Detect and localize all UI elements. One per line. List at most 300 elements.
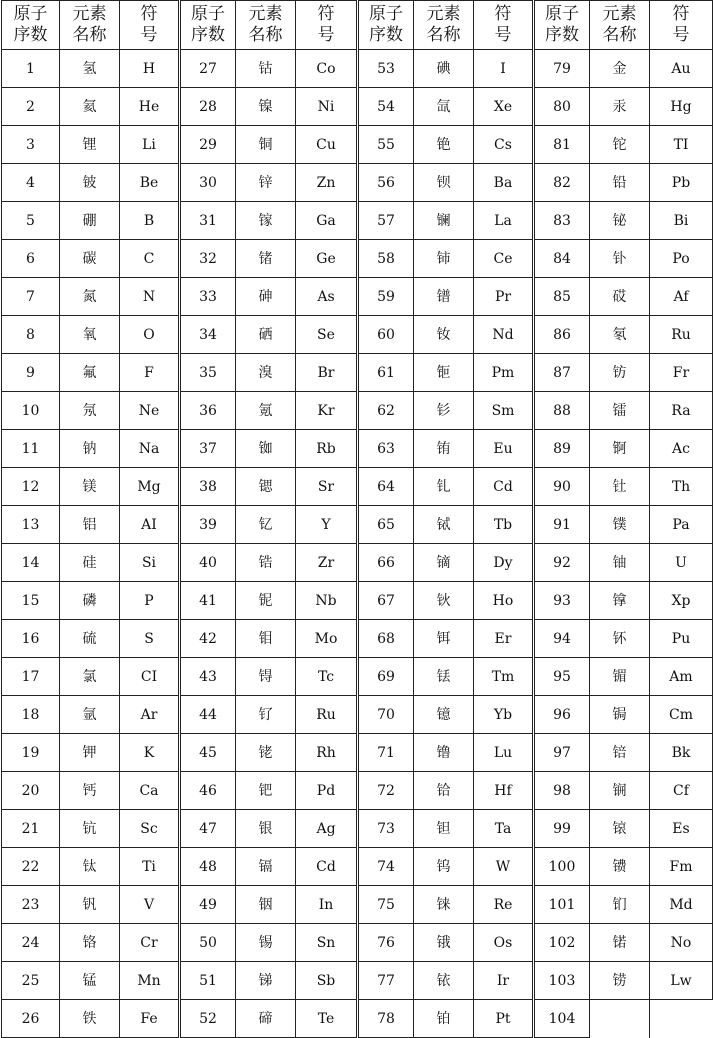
header-text-line: 序数 [369,25,403,45]
element-symbol-cell: Li [120,126,180,164]
element-symbol-cell: Tb [474,506,534,544]
element-name-cell: 镱 [414,696,474,734]
table-row [2,126,713,164]
table-row [2,544,713,582]
element-symbol-cell: Xe [474,88,534,126]
element-symbol-cell: Ba [474,164,534,202]
header-text-line: 号 [317,25,335,45]
header-text-line: 名称 [72,25,107,45]
element-number-cell: 44 [180,696,236,734]
element-symbol-cell: K [120,734,180,772]
element-number-cell: 42 [180,620,236,658]
element-name-cell: 砷 [236,278,296,316]
element-number-cell: 49 [180,886,236,924]
element-symbol-cell: Tc [296,658,358,696]
element-name-cell: 锆 [236,544,296,582]
table-row [2,50,713,88]
element-symbol-cell: U [650,544,713,582]
element-number-cell: 11 [2,430,60,468]
header-text-line: 元素 [72,4,107,24]
element-name-cell: 钽 [414,810,474,848]
element-name-cell: 铯 [414,126,474,164]
element-name-cell: 氧 [60,316,120,354]
element-symbol-cell: Ag [296,810,358,848]
element-number-cell: 20 [2,772,60,810]
element-name-cell: 铀 [590,544,650,582]
element-name-cell: 钙 [60,772,120,810]
element-name-cell: 铋 [590,202,650,240]
element-number-cell: 1 [2,50,60,88]
element-number-cell: 46 [180,772,236,810]
element-number-cell: 8 [2,316,60,354]
element-name-cell: 钌 [236,696,296,734]
table-row [2,506,713,544]
element-symbol-cell: V [120,886,180,924]
element-name-cell: 镄 [590,848,650,886]
element-symbol-cell: Ta [474,810,534,848]
element-number-cell: 14 [2,544,60,582]
element-number-cell: 77 [358,962,414,1000]
element-name-cell: 溴 [236,354,296,392]
element-symbol-cell: Ar [120,696,180,734]
element-name-cell: 钔 [590,886,650,924]
element-symbol-cell: Pu [650,620,713,658]
element-number-cell: 19 [2,734,60,772]
header-symbol [474,1,534,50]
element-symbol-cell: Po [650,240,713,278]
element-symbol-cell: As [296,278,358,316]
element-symbol-cell: Ge [296,240,358,278]
element-name-cell: 铼 [414,886,474,924]
element-name-cell: 硅 [60,544,120,582]
element-name-cell: 钒 [60,886,120,924]
element-name-cell: 钋 [590,240,650,278]
element-name-cell: 镍 [236,88,296,126]
element-number-cell: 104 [534,1000,590,1038]
element-name-cell: 钾 [60,734,120,772]
element-symbol-cell: Hg [650,88,713,126]
element-table [1,0,713,1038]
element-symbol-cell: S [120,620,180,658]
element-symbol-cell: Rb [296,430,358,468]
element-symbol-cell: Fr [650,354,713,392]
header-atomic-number [2,1,60,50]
element-symbol-cell: Ti [120,848,180,886]
element-name-cell: 钆 [414,468,474,506]
element-symbol-cell: Nd [474,316,534,354]
element-name-cell: 铹 [590,962,650,1000]
header-text-line: 号 [494,25,512,45]
element-number-cell: 75 [358,886,414,924]
element-name-cell: 锫 [590,734,650,772]
element-name-cell: 钴 [236,50,296,88]
element-name-cell: 氢 [60,50,120,88]
element-number-cell: 96 [534,696,590,734]
element-number-cell: 3 [2,126,60,164]
element-name-cell: 镅 [590,658,650,696]
element-name-cell: 磷 [60,582,120,620]
element-number-cell: 92 [534,544,590,582]
element-name-cell: 锝 [236,658,296,696]
element-number-cell: 70 [358,696,414,734]
header-text-line: 元素 [248,4,283,24]
element-number-cell: 89 [534,430,590,468]
element-name-cell: 镨 [414,278,474,316]
element-symbol-cell: Ca [120,772,180,810]
element-name-cell: 铷 [236,430,296,468]
element-number-cell: 38 [180,468,236,506]
table-row [2,848,713,886]
element-name-cell: 氖 [60,392,120,430]
element-name-cell: 钕 [414,316,474,354]
table-row [2,810,713,848]
element-name-cell: 锔 [590,696,650,734]
element-symbol-cell: Xp [650,582,713,620]
element-name-cell: 铅 [590,164,650,202]
element-number-cell: 29 [180,126,236,164]
header-text-line: 名称 [602,25,637,45]
element-name-cell: 锘 [590,924,650,962]
element-symbol-cell: Pr [474,278,534,316]
element-name-cell: 钛 [60,848,120,886]
element-name-cell: 锕 [590,430,650,468]
element-name-cell: 铟 [236,886,296,924]
element-name-cell: 氮 [60,278,120,316]
element-number-cell: 39 [180,506,236,544]
element-symbol-cell: Sb [296,962,358,1000]
element-symbol-cell: Cm [650,696,713,734]
element-number-cell: 45 [180,734,236,772]
element-name-cell: 硼 [60,202,120,240]
element-number-cell: 74 [358,848,414,886]
element-number-cell: 58 [358,240,414,278]
element-name-cell: 硫 [60,620,120,658]
element-number-cell: 87 [534,354,590,392]
element-number-cell: 48 [180,848,236,886]
element-number-cell: 47 [180,810,236,848]
element-symbol-cell: Eu [474,430,534,468]
element-symbol-cell: Af [650,278,713,316]
element-symbol-cell: Kr [296,392,358,430]
element-symbol-cell: Os [474,924,534,962]
element-symbol-cell: O [120,316,180,354]
element-symbol-cell: Na [120,430,180,468]
table-row [2,354,713,392]
element-symbol-cell: Nb [296,582,358,620]
element-name-cell: 钪 [60,810,120,848]
element-number-cell: 23 [2,886,60,924]
element-name-cell: 镉 [236,848,296,886]
element-symbol-cell: Lw [650,962,713,1000]
element-symbol-cell: Mn [120,962,180,1000]
element-symbol-cell: Cs [474,126,534,164]
element-symbol-cell: CI [120,658,180,696]
element-name-cell [590,1000,650,1038]
header-element-name [414,1,474,50]
element-number-cell: 67 [358,582,414,620]
element-number-cell: 12 [2,468,60,506]
table-row [2,620,713,658]
element-name-cell: 氟 [60,354,120,392]
element-name-cell: 铂 [414,1000,474,1038]
element-number-cell: 69 [358,658,414,696]
element-name-cell: 钷 [414,354,474,392]
element-name-cell: 镝 [414,544,474,582]
element-symbol-cell: F [120,354,180,392]
element-name-cell: 锇 [414,924,474,962]
table-body [2,1,713,1038]
element-symbol-cell: Mo [296,620,358,658]
table-row [2,278,713,316]
element-number-cell: 50 [180,924,236,962]
element-name-cell: 锿 [590,810,650,848]
element-number-cell: 36 [180,392,236,430]
element-symbol-cell: Y [296,506,358,544]
element-number-cell: 68 [358,620,414,658]
element-number-cell: 71 [358,734,414,772]
header-text-line: 名称 [426,25,461,45]
header-text-line: 原子 [545,4,579,24]
element-symbol-cell: AI [120,506,180,544]
element-symbol-cell: Be [120,164,180,202]
element-symbol-cell: Sc [120,810,180,848]
header-text-line: 原子 [13,4,48,24]
header-text-line: 元素 [602,4,637,24]
element-number-cell: 88 [534,392,590,430]
element-name-cell: 铍 [60,164,120,202]
element-symbol-cell: N [120,278,180,316]
element-name-cell: 汞 [590,88,650,126]
element-symbol-cell: Ac [650,430,713,468]
element-number-cell: 41 [180,582,236,620]
element-symbol-cell: Ho [474,582,534,620]
element-name-cell: 锌 [236,164,296,202]
element-name-cell: 钼 [236,620,296,658]
element-number-cell: 66 [358,544,414,582]
element-number-cell: 21 [2,810,60,848]
element-symbol-cell: Pt [474,1000,534,1038]
element-symbol-cell: P [120,582,180,620]
element-symbol-cell: Ra [650,392,713,430]
element-symbol-cell: Yb [474,696,534,734]
header-text-line: 序数 [13,25,48,45]
element-symbol-cell: C [120,240,180,278]
element-number-cell: 63 [358,430,414,468]
element-name-cell: 氪 [236,392,296,430]
table-row [2,88,713,126]
element-symbol-cell: Hf [474,772,534,810]
element-name-cell: 镭 [590,392,650,430]
element-number-cell: 6 [2,240,60,278]
element-number-cell: 101 [534,886,590,924]
element-symbol-cell: Ru [650,316,713,354]
element-symbol-cell: Am [650,658,713,696]
header-atomic-number [358,1,414,50]
element-name-cell: 铪 [414,772,474,810]
element-name-cell: 锶 [236,468,296,506]
element-symbol-cell: TI [650,126,713,164]
element-symbol-cell: Ru [296,696,358,734]
element-number-cell: 90 [534,468,590,506]
element-name-cell: 镁 [60,468,120,506]
table-row [2,582,713,620]
element-symbol-cell: Md [650,886,713,924]
element-number-cell: 4 [2,164,60,202]
element-name-cell: 铜 [236,126,296,164]
element-name-cell: 铁 [60,1000,120,1038]
element-name-cell: 铝 [60,506,120,544]
element-symbol-cell: Cd [296,848,358,886]
header-symbol [296,1,358,50]
element-table-page [1,0,712,1033]
element-symbol-cell: Se [296,316,358,354]
element-number-cell: 62 [358,392,414,430]
element-number-cell: 93 [534,582,590,620]
element-number-cell: 76 [358,924,414,962]
element-number-cell: 33 [180,278,236,316]
element-name-cell: 锗 [236,240,296,278]
element-symbol-cell: H [120,50,180,88]
element-symbol-cell: Ir [474,962,534,1000]
element-symbol-cell: Pd [296,772,358,810]
table-row [2,886,713,924]
element-symbol-cell: Pb [650,164,713,202]
element-number-cell: 2 [2,88,60,126]
element-symbol-cell: Dy [474,544,534,582]
table-row [2,962,713,1000]
element-number-cell: 97 [534,734,590,772]
element-number-cell: 34 [180,316,236,354]
header-text-line: 原子 [191,4,225,24]
element-number-cell: 9 [2,354,60,392]
element-name-cell: 氙 [414,88,474,126]
element-symbol-cell: He [120,88,180,126]
element-name-cell: 锎 [590,772,650,810]
element-name-cell: 钇 [236,506,296,544]
element-number-cell: 35 [180,354,236,392]
element-symbol-cell: Cr [120,924,180,962]
element-symbol-cell: Ni [296,88,358,126]
element-symbol-cell: Si [120,544,180,582]
element-symbol-cell: Te [296,1000,358,1038]
header-atomic-number [180,1,236,50]
element-name-cell: 碲 [236,1000,296,1038]
table-row [2,1000,713,1038]
element-symbol-cell: Fm [650,848,713,886]
element-number-cell: 27 [180,50,236,88]
element-name-cell: 镥 [414,734,474,772]
table-row [2,734,713,772]
element-name-cell: 铒 [414,620,474,658]
element-symbol-cell: Ga [296,202,358,240]
element-name-cell: 钨 [414,848,474,886]
element-name-cell: 铕 [414,430,474,468]
element-symbol-cell: Tm [474,658,534,696]
element-name-cell: 钠 [60,430,120,468]
element-number-cell: 52 [180,1000,236,1038]
element-name-cell: 镧 [414,202,474,240]
element-name-cell: 锂 [60,126,120,164]
element-symbol-cell: Zn [296,164,358,202]
element-number-cell: 64 [358,468,414,506]
element-symbol-cell: Mg [120,468,180,506]
table-row [2,658,713,696]
element-name-cell: 钫 [590,354,650,392]
element-number-cell: 82 [534,164,590,202]
element-number-cell: 32 [180,240,236,278]
element-name-cell: 硒 [236,316,296,354]
element-number-cell: 85 [534,278,590,316]
element-number-cell: 17 [2,658,60,696]
element-number-cell: 80 [534,88,590,126]
element-number-cell: 43 [180,658,236,696]
element-name-cell: 钐 [414,392,474,430]
element-name-cell: 碘 [414,50,474,88]
header-text-line: 号 [672,25,690,45]
element-symbol-cell: Ne [120,392,180,430]
element-name-cell: 铽 [414,506,474,544]
element-number-cell: 83 [534,202,590,240]
element-name-cell: 锡 [236,924,296,962]
element-number-cell: 99 [534,810,590,848]
element-number-cell: 72 [358,772,414,810]
element-name-cell: 钡 [414,164,474,202]
element-number-cell: 25 [2,962,60,1000]
table-row [2,696,713,734]
element-number-cell: 55 [358,126,414,164]
element-name-cell: 碳 [60,240,120,278]
table-row [2,392,713,430]
element-number-cell: 84 [534,240,590,278]
element-symbol-cell: Cu [296,126,358,164]
element-number-cell: 60 [358,316,414,354]
table-row [2,468,713,506]
element-name-cell: 钚 [590,620,650,658]
element-symbol-cell: Cf [650,772,713,810]
element-number-cell: 78 [358,1000,414,1038]
element-number-cell: 7 [2,278,60,316]
element-number-cell: 103 [534,962,590,1000]
table-row [2,924,713,962]
element-name-cell: 铊 [590,126,650,164]
element-symbol-cell: Co [296,50,358,88]
header-text-line: 原子 [369,4,403,24]
header-row [2,1,713,50]
element-symbol-cell: Es [650,810,713,848]
element-symbol-cell: Th [650,468,713,506]
element-name-cell: 银 [236,810,296,848]
element-symbol-cell: Fe [120,1000,180,1038]
element-number-cell: 28 [180,88,236,126]
element-name-cell: 氩 [60,696,120,734]
header-text-line: 符 [317,4,335,24]
element-symbol-cell: Au [650,50,713,88]
element-symbol-cell: Pa [650,506,713,544]
element-name-cell: 金 [590,50,650,88]
header-element-name [236,1,296,50]
element-number-cell: 30 [180,164,236,202]
element-name-cell: 氯 [60,658,120,696]
element-name-cell: 镓 [236,202,296,240]
header-text-line: 符 [140,4,158,24]
element-name-cell: 镎 [590,582,650,620]
element-number-cell: 24 [2,924,60,962]
element-number-cell: 18 [2,696,60,734]
table-row [2,430,713,468]
element-name-cell: 砹 [590,278,650,316]
element-name-cell: 镤 [590,506,650,544]
header-symbol [650,1,713,50]
